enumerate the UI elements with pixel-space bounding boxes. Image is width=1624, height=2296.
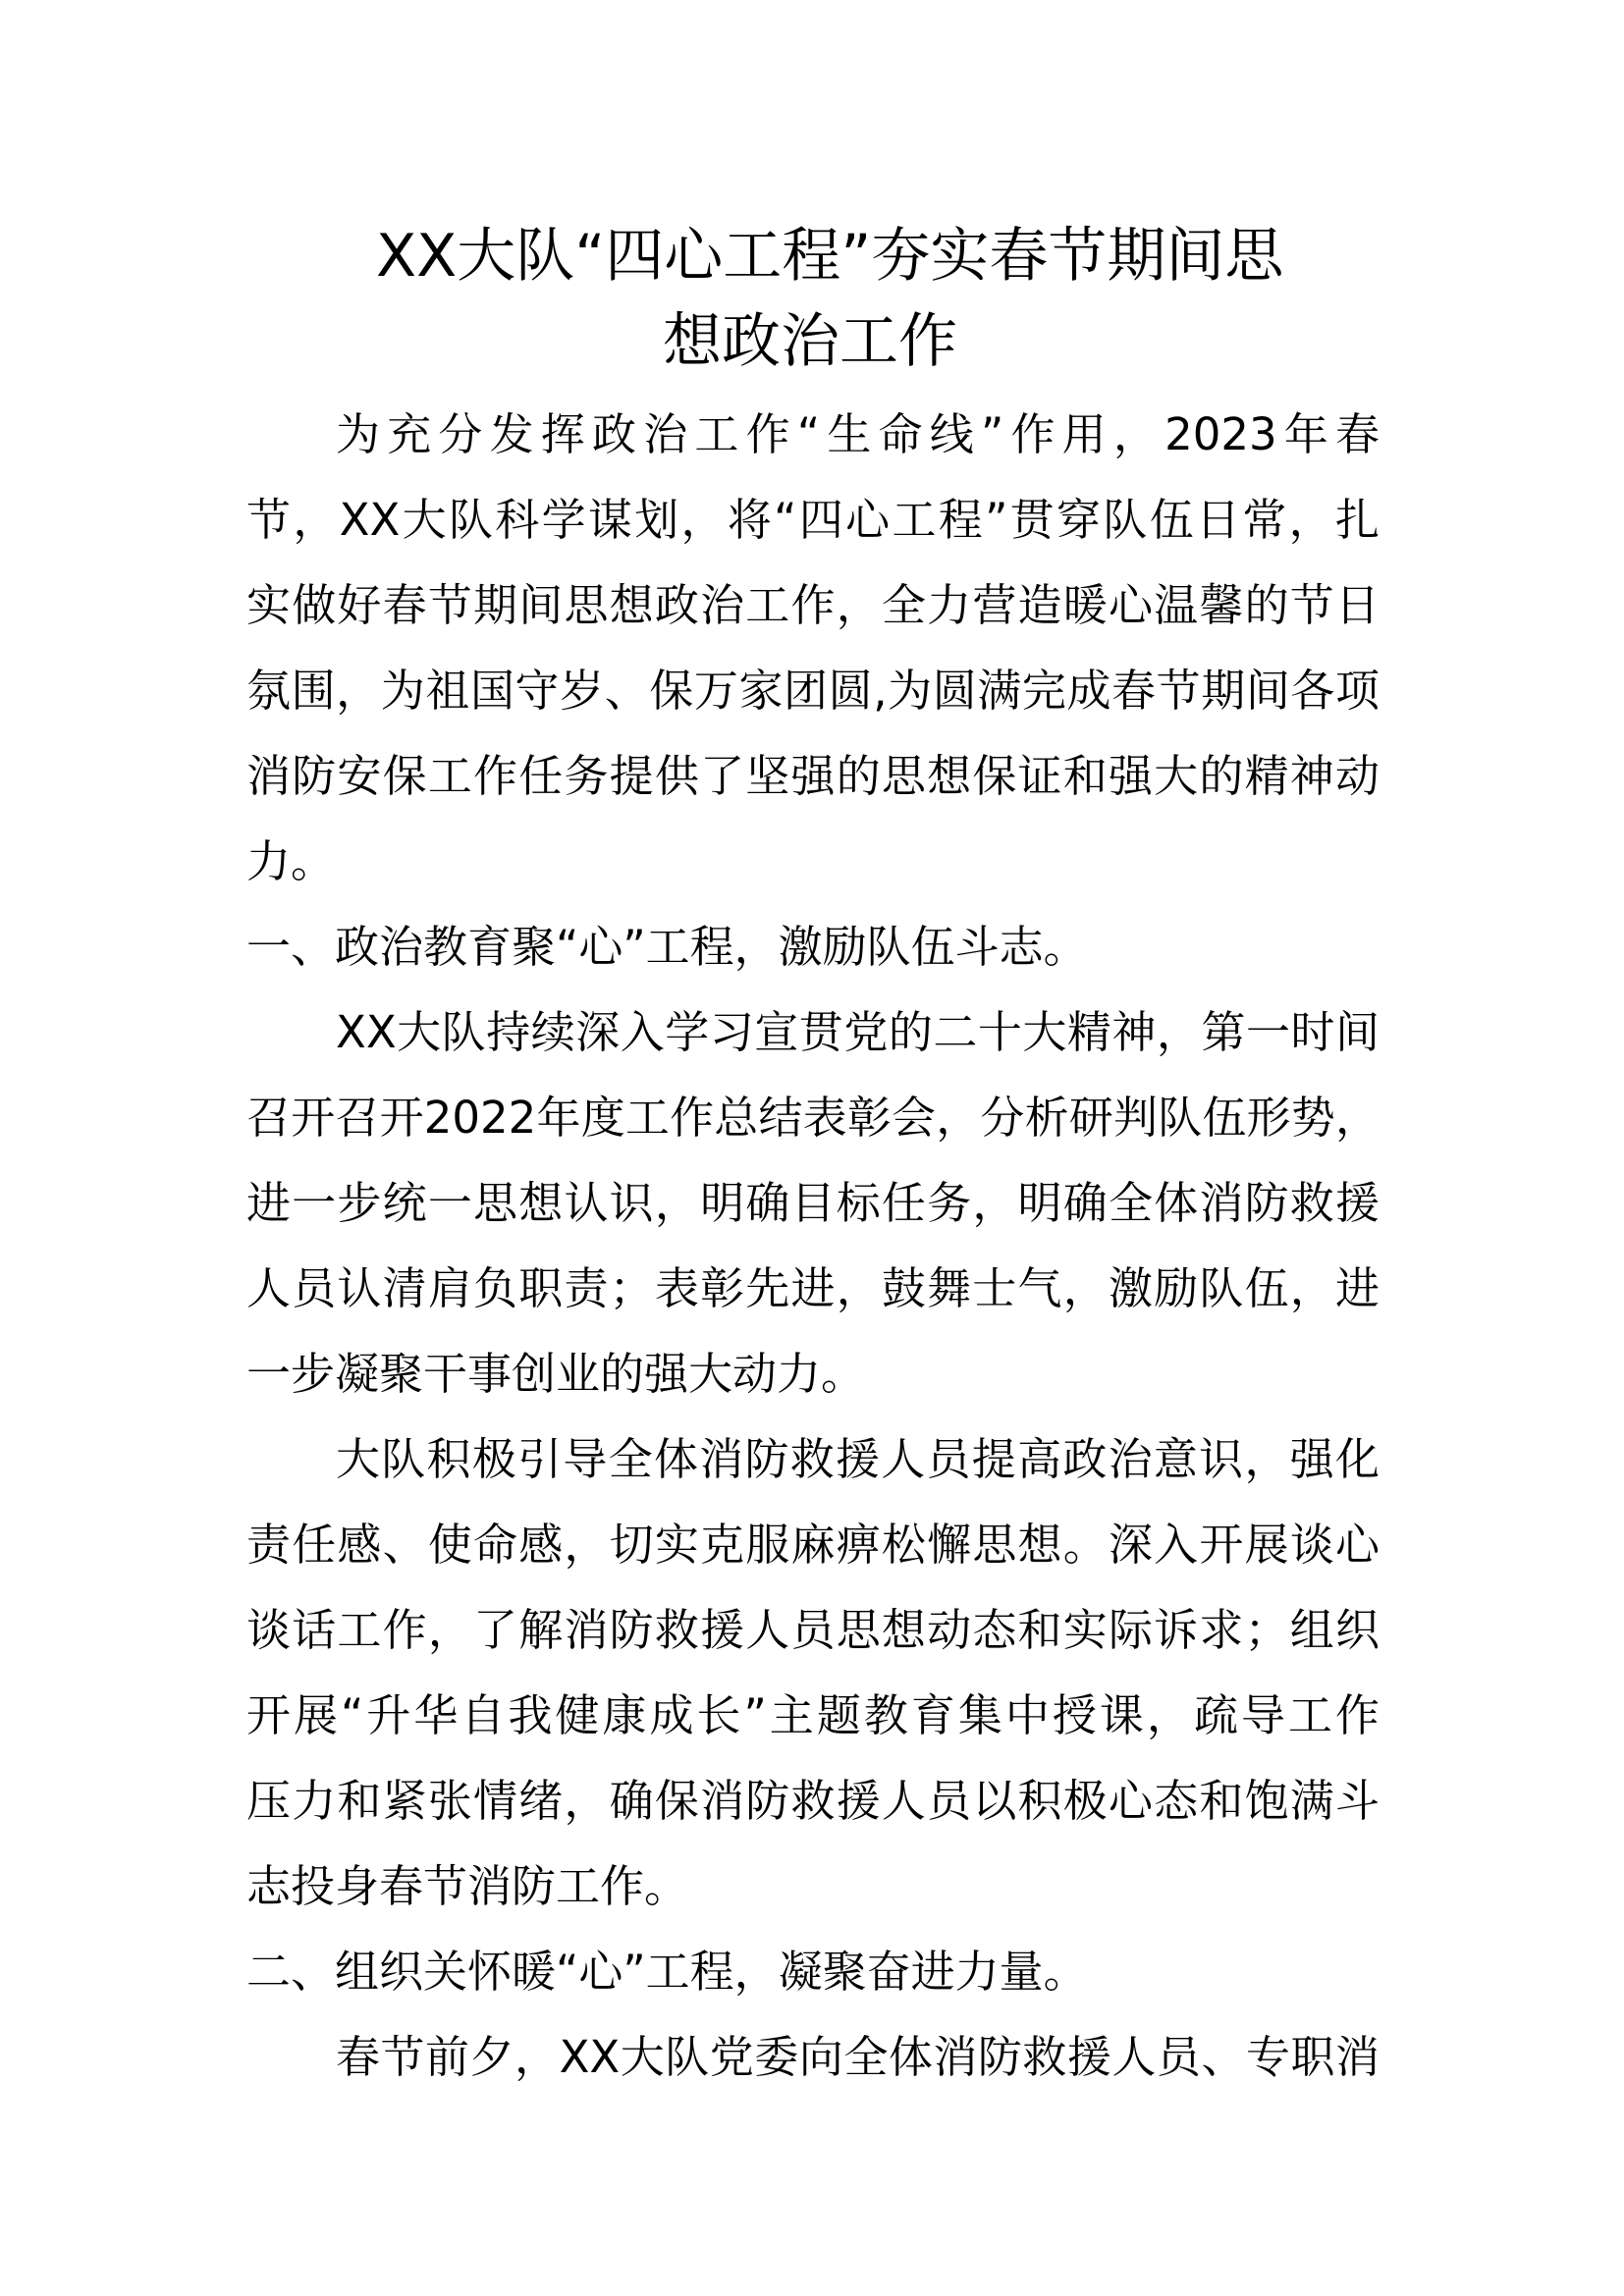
paragraph-line: 责任感、使命感，切实克服麻痹松懈思想。深入开展谈心	[246, 1519, 1380, 1571]
paragraph-line: 进一步统一思想认识，明确目标任务，明确全体消防救援	[246, 1177, 1380, 1229]
paragraph-line: 为充分发挥政治工作“生命线”作用，2023年春	[336, 408, 1380, 460]
paragraph-line: 召开召开2022年度工作总结表彰会，分析研判队伍形势，	[246, 1092, 1380, 1144]
paragraph-line: 压力和紧张情绪，确保消防救援人员以积极心态和饱满斗	[246, 1775, 1380, 1827]
paragraph-line: 消防安保工作任务提供了坚强的思想保证和强大的精神动	[246, 750, 1380, 802]
paragraph-line: 节，XX大队科学谋划，将“四心工程”贯穿队伍日常，扎	[246, 494, 1380, 546]
paragraph-line: 谈话工作，了解消防救援人员思想动态和实际诉求；组织	[246, 1604, 1380, 1656]
document-title-line-2: 想政治工作	[663, 307, 957, 376]
paragraph-line: 氛围，为祖国守岁、保万家团圆,为圆满完成春节期间各项	[246, 665, 1380, 717]
paragraph-line: XX大队持续深入学习宣贯党的二十大精神，第一时间	[336, 1006, 1380, 1058]
document-title-line-1: XX大队“四心工程”夯实春节期间思	[376, 222, 1284, 291]
paragraph-line: 力。	[246, 835, 336, 887]
section-heading-2: 二、组织关怀暖“心”工程，凝聚奋进力量。	[246, 1946, 1088, 1998]
paragraph-line: 志投身春节消防工作。	[246, 1860, 689, 1912]
paragraph-line: 一步凝聚干事创业的强大动力。	[246, 1348, 866, 1400]
paragraph-line: 实做好春节期间思想政治工作，全力营造暖心温馨的节日	[246, 579, 1380, 631]
section-heading-1: 一、政治教育聚“心”工程，激励队伍斗志。	[246, 921, 1088, 973]
paragraph-line: 人员认清肩负职责；表彰先进，鼓舞士气，激励队伍，进	[246, 1262, 1380, 1314]
paragraph-line: 开展“升华自我健康成长”主题教育集中授课，疏导工作	[246, 1689, 1380, 1741]
paragraph-line: 大队积极引导全体消防救援人员提高政治意识，强化	[336, 1433, 1380, 1485]
paragraph-line: 春节前夕，XX大队党委向全体消防救援人员、专职消	[336, 2031, 1380, 2083]
